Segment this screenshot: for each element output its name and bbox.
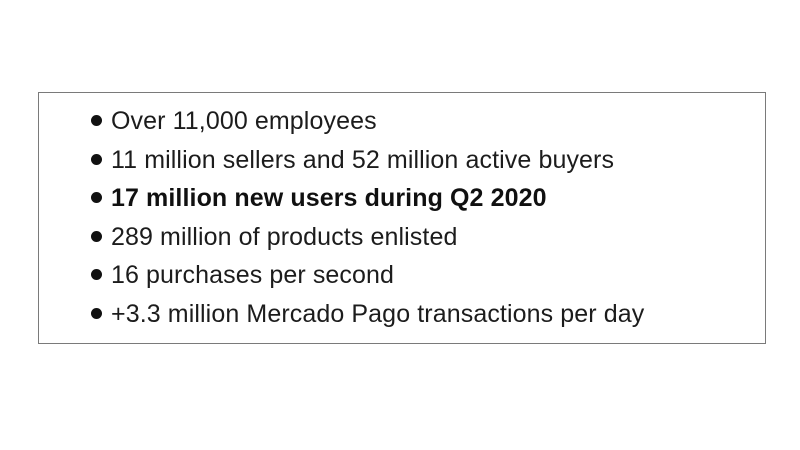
bullet-icon: [69, 188, 111, 207]
bullet-icon: [69, 265, 111, 284]
list-item: [69, 107, 735, 137]
list-item: [69, 261, 735, 291]
list-item: [69, 300, 735, 330]
list-item-text: 16 purchases per second: [111, 261, 395, 289]
list-item-text-highlighted: 17 million new users during Q2 2020: [111, 184, 547, 212]
list-item-text: Over 11,000 employees: [111, 107, 377, 135]
bullet-icon: [69, 111, 111, 130]
facts-list: [69, 107, 735, 329]
bullet-icon: [69, 150, 111, 169]
list-item-text: +3.3 million Mercado Pago transactions per day: [111, 299, 645, 328]
list-item: [69, 223, 735, 253]
list-item: [69, 184, 735, 214]
bullet-icon: [69, 304, 111, 323]
bullet-icon: [69, 227, 111, 246]
list-item-text: 11 million sellers and 52 million active buyers: [111, 145, 615, 174]
list-item: [69, 146, 735, 176]
facts-box: [38, 92, 766, 344]
list-item-text: 289 million of products enlisted: [111, 222, 458, 251]
